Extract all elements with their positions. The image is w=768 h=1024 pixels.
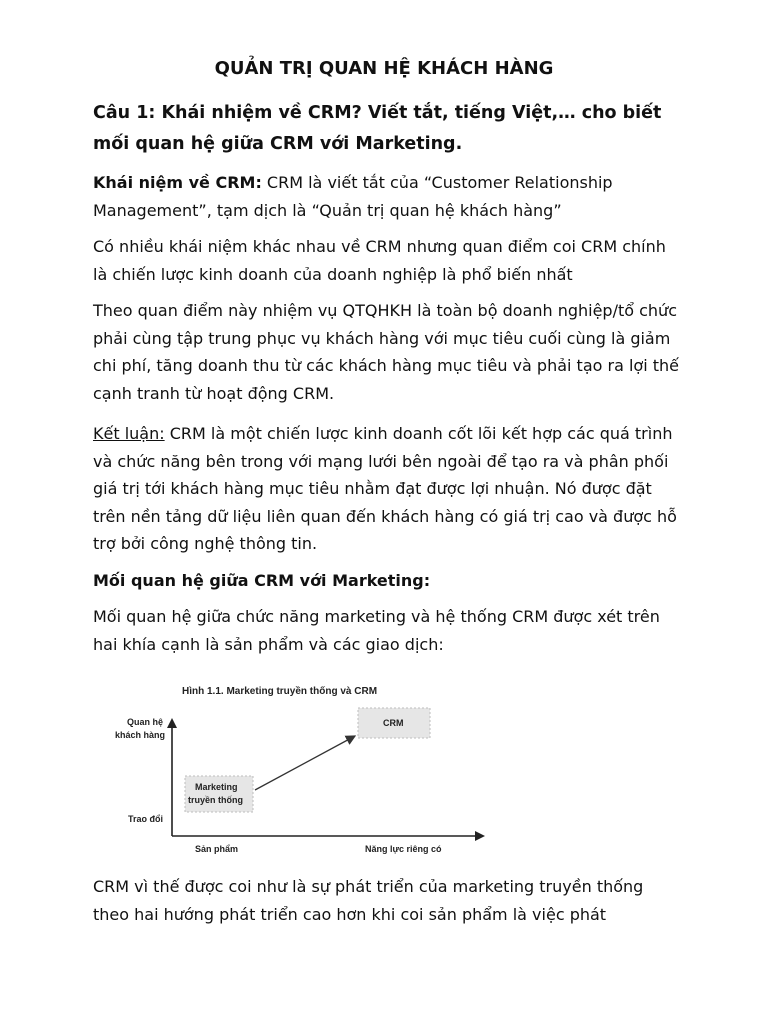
paragraph-concepts	[93, 233, 683, 288]
viewpoint-text: Theo quan điểm này nhiệm vụ QTQHKH là toàn bộ doanh nghiệp/tổ chức phải cùng tập trung phục vụ khách hàng với mục tiêu cuối cùng là giảm chi phí, tăng doanh thu từ các khách hàng mục tiêu và phải tạo ra lợi thế cạnh tranh từ hoạt động CRM.	[93, 301, 679, 403]
marketing-box-label-2: truyền thống	[188, 795, 243, 805]
question-heading: Câu 1: Khái nhiệm về CRM? Viết tắt, tiếng Việt,… cho biết mối quan hệ giữa CRM với Marketing.	[93, 103, 662, 154]
conclusion-text: CRM là một chiến lược kinh doanh cốt lõi kết hợp các quá trình và chức năng bên trong với mạng lưới bên ngoài để tạo ra và phân phối giá trị tới khách hàng mục tiêu nhằm đạt được lợi nhuận. Nó được đặt trên nền tảng dữ liệu liên quan đến khách hàng có giá trị cao và được hỗ trợ bởi công nghệ thông tin.	[93, 424, 677, 553]
figure-caption: Hình 1.1. Marketing truyền thống và CRM	[182, 686, 378, 697]
relationship-heading-text: Mối quan hệ giữa CRM với Marketing:	[93, 571, 431, 590]
marketing-box-label-1: Marketing	[195, 782, 238, 792]
y-label-bottom: Trao đổi	[128, 814, 164, 824]
crm-definition-label: Khái niệm về CRM:	[93, 173, 262, 192]
x-label-left: Sản phẩm	[195, 844, 239, 854]
document-title: QUẢN TRỊ QUAN HỆ KHÁCH HÀNG	[214, 58, 554, 79]
paragraph-development	[93, 873, 683, 928]
paragraph-conclusion	[93, 420, 683, 558]
relationship-text: Mối quan hệ giữa chức năng marketing và hệ thống CRM được xét trên hai khía cạnh là sản phẩm và các giao dịch:	[93, 607, 660, 654]
paragraph-crm-definition	[93, 169, 683, 224]
crm-definition-text: CRM là viết tắt của “Customer Relationship Management”, tạm dịch là “Quản trị quan hệ khách hàng”	[93, 173, 613, 220]
conclusion-label: Kết luận:	[93, 424, 165, 443]
crm-box-label: CRM	[383, 718, 404, 728]
concepts-text: Có nhiều khái niệm khác nhau về CRM nhưng quan điểm coi CRM chính là chiến lược kinh doanh của doanh nghiệp là phổ biến nhất	[93, 237, 666, 284]
development-text: CRM vì thế được coi như là sự phát triển của marketing truyền thống theo hai hướng phát triển cao hơn khi coi sản phẩm là việc phát	[93, 877, 644, 924]
paragraph-viewpoint	[93, 297, 683, 407]
y-label-top-2: khách hàng	[115, 730, 166, 740]
y-label-top-1: Quan hệ	[127, 717, 164, 727]
x-label-right: Năng lực riêng có	[365, 844, 442, 854]
paragraph-relationship	[93, 603, 683, 658]
figure-marketing-crm	[95, 668, 500, 863]
relationship-heading	[93, 567, 683, 595]
